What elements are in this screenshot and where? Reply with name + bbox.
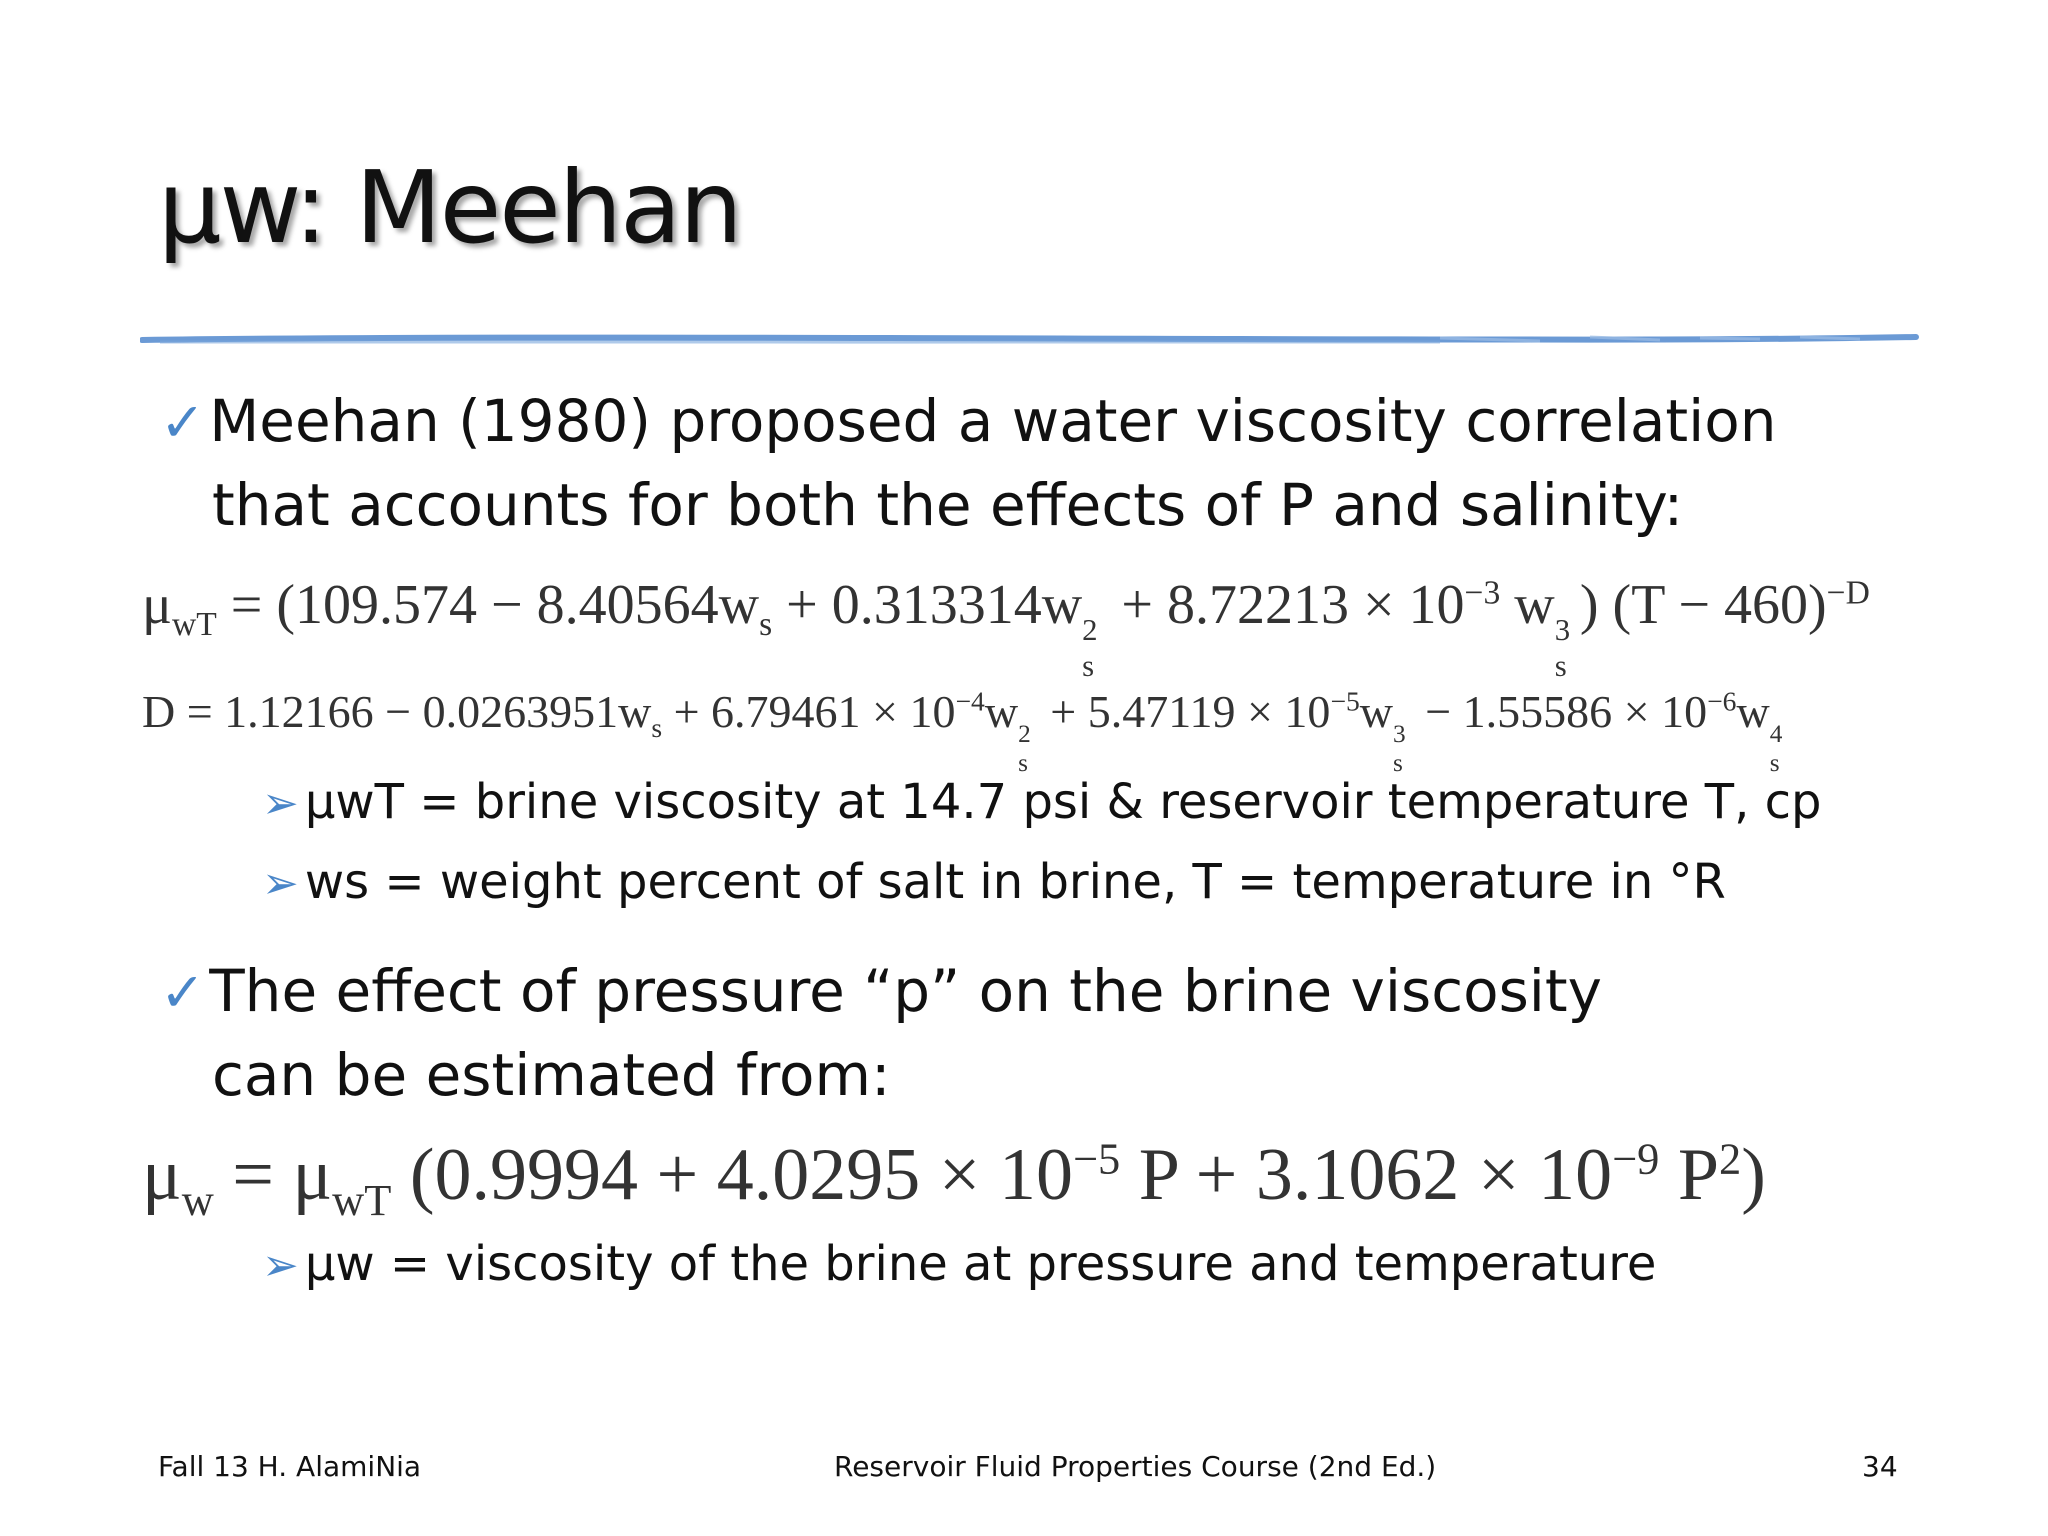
sub-bullet-muwt: ➢ μwT = brine viscosity at 14.7 psi & reservoir temperature T, cp (262, 774, 1822, 830)
arrow-right-icon: ➢ (262, 778, 299, 829)
check-icon: ✓ (160, 391, 206, 454)
page-number: 34 (1862, 1450, 1898, 1483)
bullet-1 (160, 380, 1777, 546)
check-icon: ✓ (160, 961, 206, 1024)
arrow-right-icon: ➢ (262, 858, 299, 909)
bullet-1-line-1: Meehan (1980) proposed a water viscosity correlation (209, 387, 1777, 455)
footer-left: Fall 13 H. AlamiNia (158, 1450, 422, 1483)
sub-bullet-muw: ➢ μw = viscosity of the brine at pressure and temperature (262, 1236, 1657, 1292)
bullet-2-line-1: The effect of pressure “p” on the brine viscosity (209, 957, 1602, 1025)
bullet-1-line-2: that accounts for both the effects of P and salinity: (212, 471, 1684, 539)
title-underline (140, 330, 1920, 350)
bullet-2-line-2: can be estimated from: (212, 1041, 891, 1109)
sub-bullet-ws: ➢ ws = weight percent of salt in brine, T = temperature in °R (262, 854, 1726, 910)
equation-muw: $\mu_w = \mu_{wT}$ ($0.9994 + 4.0295 \times 10^{-5}$ $P + 3.1062 \times 10^{-9}$ $P^2$) (142, 1133, 1766, 1225)
arrow-right-icon: ➢ (262, 1240, 299, 1291)
footer-center: Reservoir Fluid Properties Course (2nd Ed.) (834, 1450, 1437, 1483)
slide-title: μw: Meehan (158, 149, 741, 266)
equation-muwt: $\mu_{wT} = (109.574 - 8.40564w_s + 0.313314w$ 2 s + $8.72213 \times 10^{-3}$ w 3 s ) $(T - 460)^{-D}$ (142, 574, 1870, 683)
equation-d: $D = 1.12166 - 0.0263951w_s + 6.79461 \times 10^{-4}w$ 2 s + $5.47119 \times 10^{-5}w$ 3 s − $1.55586 \times 10^{-6}w$ 4 s (142, 685, 1783, 778)
bullet-2 (160, 950, 1602, 1116)
